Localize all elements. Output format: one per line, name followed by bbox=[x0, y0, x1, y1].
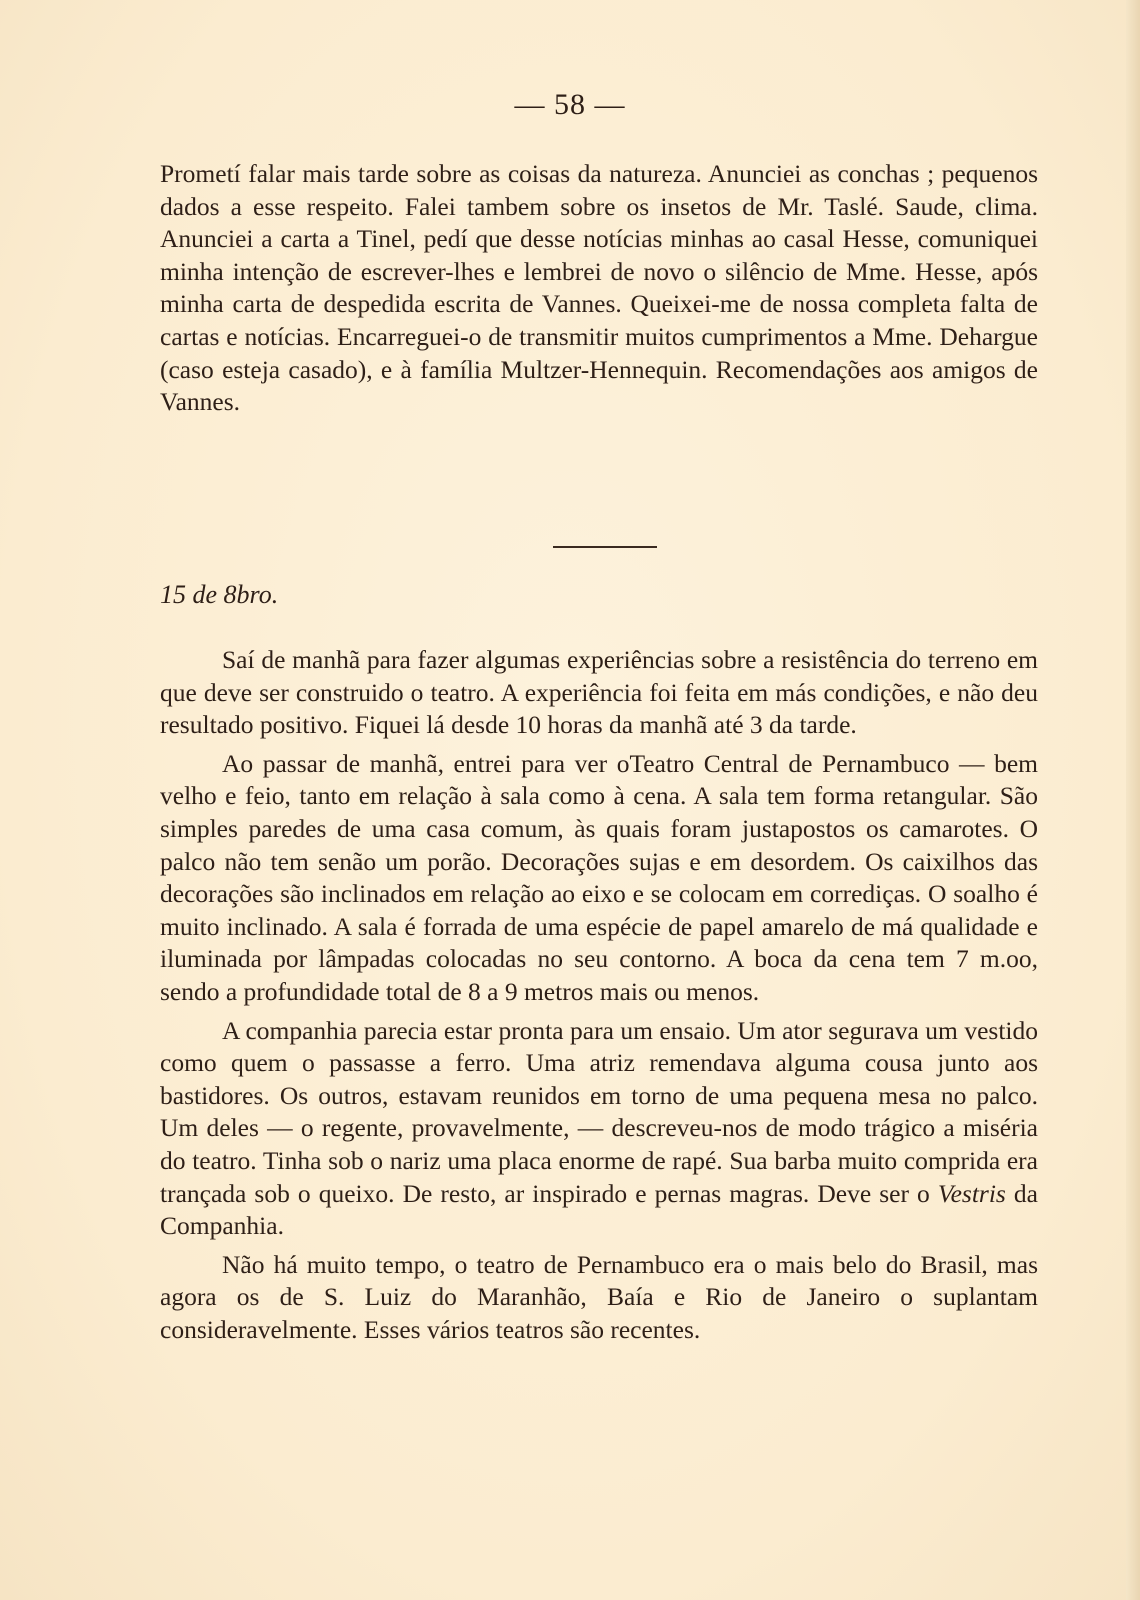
paragraph-text: da Companhia. bbox=[160, 1178, 1038, 1241]
paragraph: Ao passar de manhã, entrei para ver oTeatro Central de Pernambuco — bem velho e feio, tanto em relação à sala como à cena. A sala tem forma retangular. São simples paredes de uma casa comum, às quais foram justapostos os camarotes. O palco não tem senão um porão. Decorações sujas e em desordem. Os caixilhos das decorações são inclinados em relação ao eixo e se colocam em corrediças. O soalho é muito inclinado. A sala é forrada de uma espécie de papel amarelo de má qualidade e iluminada por lâmpadas colocadas no seu contorno. A boca da cena tem 7 m.oo, sendo a profundidade total de 8 a 9 metros mais ou menos. bbox=[160, 748, 1038, 1006]
section-divider bbox=[553, 546, 657, 548]
paragraph: Saí de manhã para fazer algumas experiências sobre a resistência do terreno em que deve ser construido o teatro. A experiência foi feita em más condições, e não deu resultado positivo. Fiquei lá desde 10 horas da manhã até 3 da tarde. bbox=[160, 645, 1038, 740]
paragraph: Prometí falar mais tarde sobre as coisas da natureza. Anunciei as conchas ; pequenos dados a esse respeito. Falei tambem sobre os insetos de Mr. Taslé. Saude, clima. Anunciei a carta a Tinel, pedí que desse notícias minhas ao casal Hesse, comuniquei minha intenção de escrever-lhes e lembrei de novo o silêncio de Mme. Hesse, após minha carta de despedida escrita de Vannes. Queixei-me de nossa completa falta de cartas e notícias. Encarreguei-o de transmitir muitos cumprimentos a Mme. Dehargue (caso esteja casado), e à família Multzer-Hennequin. Recomendações aos amigos de Vannes. bbox=[160, 159, 1038, 417]
page-edge bbox=[1126, 0, 1140, 1600]
italic-term: Vestris bbox=[937, 1178, 1006, 1208]
text-section-1 bbox=[160, 158, 1038, 419]
paragraph: Não há muito tempo, o teatro de Pernambuco era o mais belo do Brasil, mas agora os de S. Luiz do Maranhão, Baía e Rio de Janeiro o suplantam consideravelmente. Esses vários teatros são recentes. bbox=[160, 1249, 1038, 1344]
text-section-2 bbox=[160, 644, 1038, 1346]
date-heading: 15 de 8bro. bbox=[160, 580, 279, 609]
paragraph-text: A companhia parecia estar pronta para um ensaio. Um ator segurava um vestido como quem o passasse a ferro. Uma atriz remendava alguma cousa junto aos bastidores. Os outros, estavam reunidos em torno de uma pequena mesa no palco. Um deles — o regente, provavelmente, — descreveu-nos de modo trágico a miséria do teatro. Tinha sob o nariz uma placa enorme de rapé. Sua barba muito comprida era trançada sob o queixo. De resto, ar inspirado e pernas magras. Deve ser o bbox=[160, 1015, 1038, 1208]
paragraph bbox=[160, 1015, 1038, 1243]
page-number: — 58 — bbox=[514, 88, 626, 121]
